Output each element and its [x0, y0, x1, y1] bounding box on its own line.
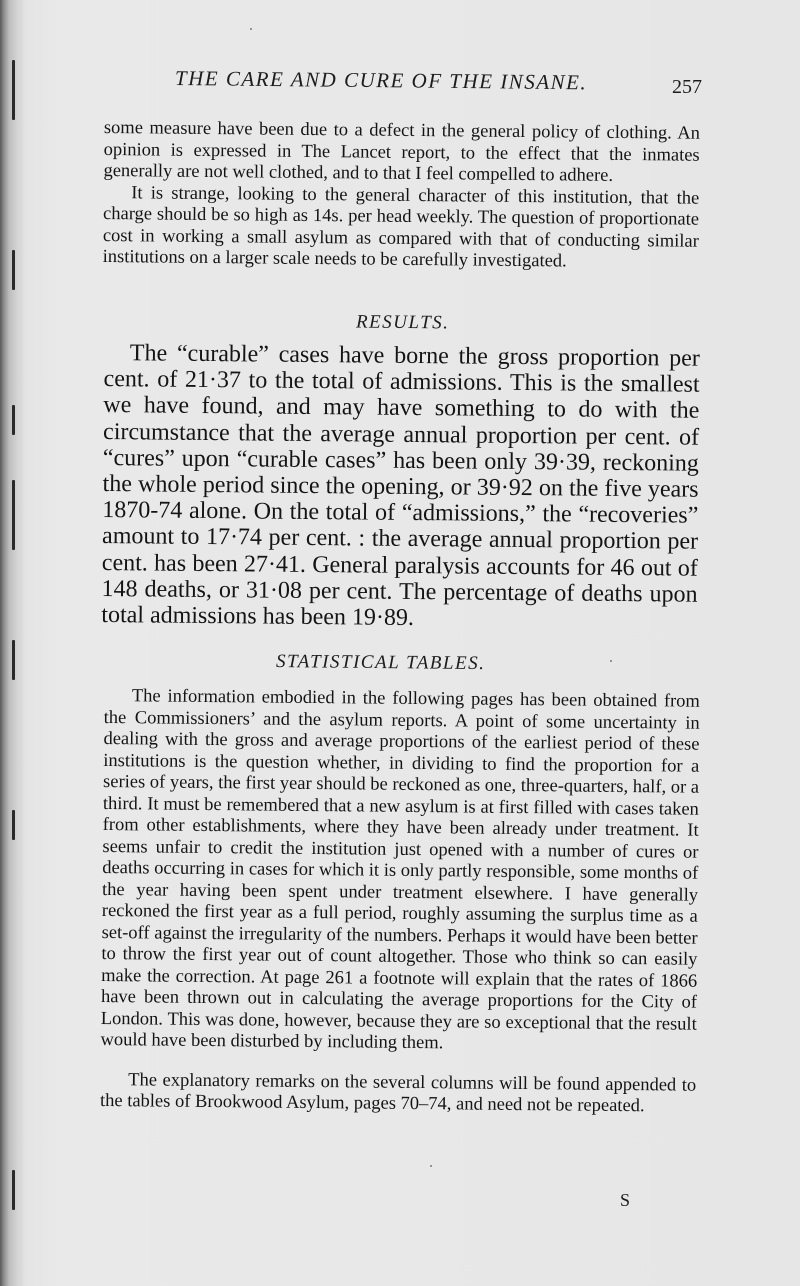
gutter-mark — [12, 1170, 15, 1210]
gutter-mark — [12, 480, 15, 550]
gutter-mark — [12, 250, 15, 290]
page-number: 257 — [672, 76, 702, 98]
results-section — [101, 340, 700, 634]
gutter-mark — [12, 810, 15, 840]
statistical-tables-section — [100, 686, 700, 1118]
gutter-mark — [12, 60, 15, 120]
binding-gutter — [0, 0, 26, 1286]
paper-speck — [610, 660, 612, 662]
results-paragraph: The “curable” cases have borne the gross proportion per cent. of 21·37 to the total of admissions. This is the smallest we have found, and may have something to do with the circumstance that the average annual proportion per cent. of “cures” upon “curable cases” has been only 39·39, reckoning the whole period since the opening, or 39·92 on the five years 1870-74 alone. On the total of “admissions,” the “recoveries” amount to 17·74 per cent. : the average annual proportion per cent. has been 27·41. General paralysis accounts for 46 out of 148 deaths, or 31·08 per cent. The percentage of deaths upon total admissions has been 19·89. — [101, 340, 700, 632]
statistical-tables-heading: STATISTICAL TABLES. — [275, 650, 486, 675]
intro-paragraph-1: some measure have been due to a defect in the general policy of clothing. An opinion is expressed in The Lancet report, to the effect that the inmates generally are not well clothed, and to that I feel compelled to adhere. — [103, 118, 700, 186]
paper-speck — [430, 1165, 432, 1167]
intro-paragraph-2: It is strange, looking to the general character of this institution, that the charge should be so high as 14s. per head weekly. The question of proportionate cost in working a small asylum as compared with that of conducting similar institutions on a larger scale needs to be carefully investigated. — [102, 182, 700, 272]
statistical-tables-paragraph-1: The information embodied in the following pages has been obtained from the Commissioners’ and the asylum reports. A point of some uncertainty in dealing with the gross and average proportions of the earliest period of these institutions is the question whether, in dividing to find the proportion for a series of years, the first year should be reckoned as one, three-quarters, half, or a third. It must be remembered that a new asylum is at first filled with cases taken from other establishments, where they have been already under treatment. It seems unfair to credit the institution just opened with a number of cures or deaths occurring in cases for which it is only partly responsible, some months of the year having been spent under treatment elsewhere. I have generally reckoned the first year as a full period, roughly assuming the surplus time as a set-off against the irregularity of the numbers. Perhaps it would have been better to throw the first year out of count altogether. Those who think so can easily make the correction. At page 261 a footnote will explain that the rates of 1866 have been thrown out in calculating the average proportions for the City of London. This was done, however, because they are so exceptional that the result would have been disturbed by including them. — [100, 686, 700, 1054]
results-heading: RESULTS. — [355, 311, 450, 334]
statistical-tables-paragraph-2: The explanatory remarks on the several columns will be found appended to the tables of Brookwood Asylum, pages 70–74, and need not be repeated. — [99, 1069, 697, 1117]
gutter-mark — [12, 405, 15, 435]
signature-mark: S — [620, 1190, 631, 1210]
gutter-mark — [12, 640, 15, 680]
running-title: THE CARE AND CURE OF THE INSANE. — [174, 66, 588, 95]
intro-section — [103, 118, 700, 274]
paper-speck — [250, 28, 252, 30]
